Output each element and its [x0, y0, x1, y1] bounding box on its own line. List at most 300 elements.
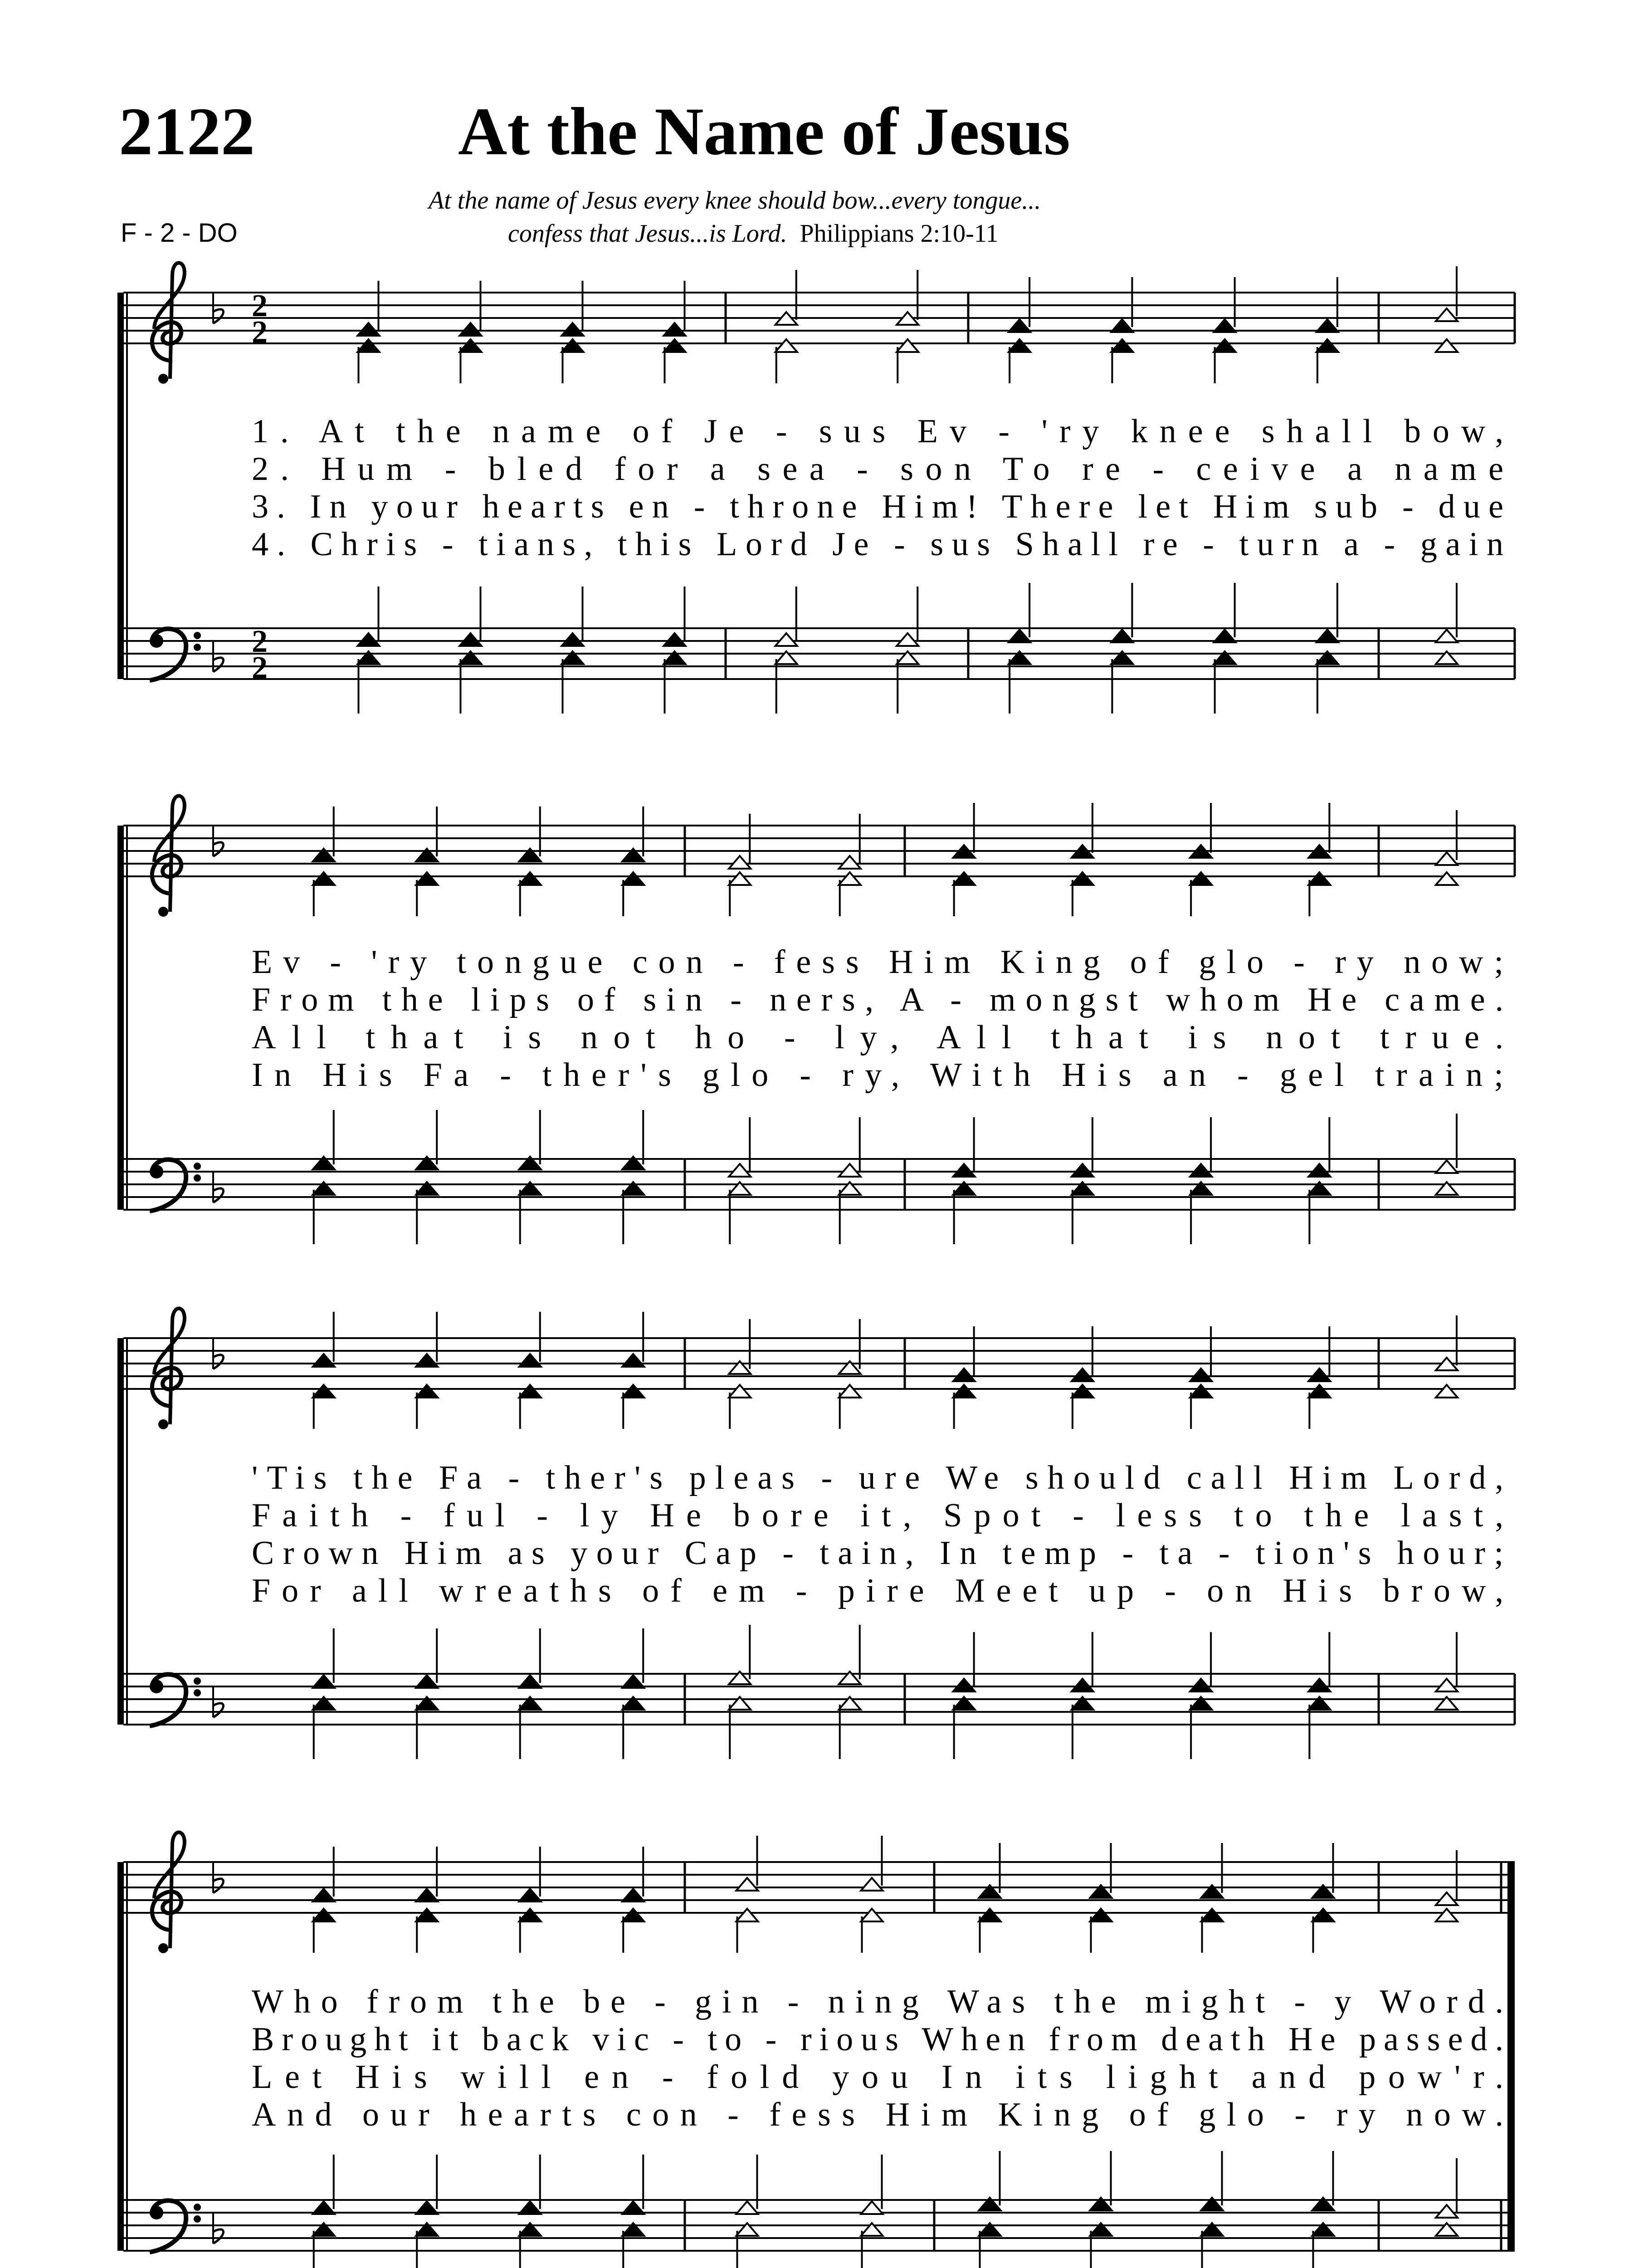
lyric-syllable: Cap: [667, 1535, 756, 1572]
lyric-syllable: rious: [784, 2021, 899, 2058]
lyric-syllable: To: [983, 450, 1050, 488]
lyric-syllable: 3. In: [252, 488, 346, 525]
lyric-syllable: ful: [423, 1497, 505, 1534]
note: [1201, 1843, 1223, 1898]
lyric-syllable: death: [1145, 2021, 1265, 2058]
note: [839, 1117, 861, 1177]
note: [416, 807, 438, 861]
lyric-syllable: -: [380, 1497, 412, 1534]
note: [622, 1385, 644, 1429]
note: [729, 1625, 751, 1684]
note: [1201, 2223, 1223, 2268]
lyric-syllable: name: [472, 413, 601, 450]
lyric-syllable: With: [911, 1056, 1031, 1094]
note: [1201, 2151, 1223, 2210]
lyric-syllable: temp: [985, 1535, 1097, 1572]
lyric-syllable: -: [656, 2021, 684, 2058]
lyric-syllable: not: [1242, 1019, 1341, 1056]
note: [416, 1385, 438, 1429]
lyric-syllable: ther's: [528, 1459, 663, 1496]
note: [1436, 1850, 1458, 1905]
note: [1090, 2223, 1112, 2268]
note: [1308, 1697, 1330, 1759]
note: [1072, 1182, 1093, 1244]
note: [519, 1697, 541, 1759]
lyric-syllable: all wreaths: [332, 1572, 611, 1609]
lyric-syllable: -: [765, 1535, 794, 1572]
svg-text:2: 2: [252, 624, 268, 659]
svg-text:2: 2: [252, 315, 268, 350]
note: [729, 1319, 751, 1374]
lyric-syllable: -: [713, 943, 744, 981]
lyric-syllable: that: [1026, 1019, 1148, 1056]
lyric-syllable: -: [1367, 526, 1395, 563]
lyric-syllable: He: [629, 1497, 701, 1534]
lyric-syllable: sus: [913, 526, 990, 563]
lyric-syllable: Brought it: [252, 2021, 458, 2058]
note: [1111, 339, 1133, 383]
note: [313, 2155, 335, 2214]
lyric-syllable: re: [1062, 450, 1121, 488]
lyric-syllable: -: [749, 2021, 777, 2058]
note: [729, 1385, 751, 1429]
lyric-syllable: is: [1164, 1019, 1226, 1056]
key-indicator: F - 2 - DO: [121, 218, 238, 248]
note: [519, 1110, 541, 1169]
lyric-syllable: 'ry: [352, 943, 427, 981]
lyric-syllable: -: [1274, 943, 1305, 981]
lyric-syllable: All: [252, 1019, 326, 1056]
note: [313, 1909, 335, 1953]
note: [622, 1697, 644, 1759]
lyric-syllable: He: [1289, 981, 1357, 1018]
lyric-line: [252, 1535, 1503, 1572]
lyric-syllable: ners,: [751, 981, 873, 1018]
lyric-syllable: knee: [1111, 413, 1230, 450]
note: [979, 1909, 1001, 1953]
lyric-line: [252, 1983, 1503, 2020]
lyric-syllable: His: [302, 1056, 392, 1094]
note: [729, 1182, 751, 1244]
note: [839, 872, 861, 916]
note: [519, 1628, 541, 1688]
lyric-syllable: His: [334, 2058, 427, 2096]
lyric-line: [252, 943, 1503, 981]
lyric-syllable: Fa: [403, 1056, 469, 1094]
lyric-syllable: its: [995, 2058, 1073, 2096]
system-4: [121, 1833, 1515, 2268]
lyric-syllable: en: [563, 2058, 629, 2096]
lyric-line: [252, 2096, 1503, 2133]
note: [460, 281, 482, 336]
note: [416, 1628, 438, 1688]
note: [775, 651, 797, 714]
note: [1312, 1909, 1334, 1953]
note: [664, 651, 686, 714]
note: [1190, 1117, 1212, 1177]
note: [1009, 651, 1030, 714]
note: [1072, 1326, 1093, 1381]
lyric-syllable: whom: [1147, 981, 1280, 1018]
lyric-syllable: Him: [1271, 1459, 1367, 1496]
note: [313, 1697, 335, 1759]
note: [1317, 583, 1338, 642]
lyric-syllable: em: [693, 1572, 765, 1609]
lyric-syllable: came.: [1366, 981, 1504, 1018]
lyric-syllable: -: [1217, 1056, 1249, 1094]
note: [1190, 1385, 1212, 1429]
lyric-syllable: Faith: [252, 1497, 368, 1534]
note: [416, 1312, 438, 1367]
lyric-syllable: -: [776, 1572, 807, 1609]
lyric-syllable: train;: [1355, 1056, 1503, 1094]
note: [861, 1909, 883, 1953]
lyric-syllable: now;: [1384, 943, 1503, 981]
note: [1312, 2223, 1334, 2268]
lyric-syllable: turn: [1222, 526, 1319, 563]
lyric-syllable: -: [1186, 526, 1214, 563]
lyric-syllable: He: [1272, 2021, 1336, 2058]
lyric-syllable: We: [929, 1459, 999, 1496]
lyric-syllable: a: [1327, 526, 1359, 563]
note: [979, 2151, 1001, 2210]
lyric-syllable: of: [1111, 943, 1169, 981]
lyric-syllable: 2. Hum: [252, 450, 413, 488]
note: [664, 587, 686, 646]
lyric-syllable: pleas: [672, 1459, 795, 1496]
note: [622, 1182, 644, 1244]
lyric-syllable: ther's: [522, 1056, 671, 1094]
lyric-syllable: bow,: [1384, 413, 1503, 450]
note: [953, 1385, 975, 1429]
lyric-syllable: -: [1275, 2096, 1306, 2133]
note: [1312, 2151, 1334, 2210]
lyric-syllable: -: [491, 1459, 520, 1496]
lyric-syllable: Fa: [421, 1459, 482, 1496]
note: [1308, 1117, 1330, 1177]
note: [622, 1628, 644, 1688]
note: [1308, 1182, 1330, 1244]
note: [839, 814, 861, 869]
treble-clef-icon: [152, 263, 185, 384]
lyric-syllable: -: [769, 1983, 799, 2020]
note: [979, 1843, 1001, 1898]
note: [622, 807, 644, 861]
system-3: [121, 1309, 1515, 1759]
lyric-syllable: y: [1316, 1983, 1351, 2020]
lyric-syllable: tongue: [438, 943, 603, 981]
lyric-line: [252, 526, 1503, 563]
lyric-syllable: Lord,: [1376, 1459, 1504, 1496]
lyric-syllable: glo: [1179, 2096, 1264, 2133]
note: [1190, 803, 1212, 858]
lyric-syllable: His: [1263, 1572, 1352, 1609]
note: [953, 803, 975, 858]
lyric-syllable: tion's: [1238, 1535, 1371, 1572]
note: [897, 339, 918, 383]
lyric-syllable: your: [553, 1535, 659, 1572]
note: [1436, 1315, 1458, 1370]
note: [953, 872, 975, 916]
epigraph-reference: Philippians 2:10-11: [800, 220, 999, 248]
treble-clef-icon: [152, 1833, 185, 1953]
treble-clef-icon: [152, 796, 185, 917]
note: [861, 2223, 883, 2268]
note: [1009, 583, 1030, 642]
note: [622, 1312, 644, 1367]
note: [1317, 339, 1338, 383]
lyric-syllable: -: [641, 2058, 673, 2096]
note: [1111, 651, 1133, 714]
note: [1072, 1697, 1093, 1759]
lyric-syllable: glo: [683, 1056, 769, 1094]
lyric-syllable: sin: [625, 981, 702, 1018]
note: [622, 2155, 644, 2214]
note: [622, 872, 644, 916]
note: [313, 2223, 335, 2268]
lyric-syllable: the: [1283, 1497, 1369, 1534]
lyric-syllable: Him: [869, 943, 971, 981]
lyric-syllable: ta: [1142, 1535, 1193, 1572]
note: [519, 1909, 541, 1953]
note: [416, 872, 438, 916]
note: [358, 587, 380, 646]
lyric-syllable: All: [914, 1019, 1011, 1056]
lyric-syllable: will: [439, 2058, 551, 2096]
lyric-syllable: A: [883, 981, 922, 1018]
lyric-syllable: glo: [1180, 943, 1264, 981]
note: [1436, 1385, 1458, 1398]
note: [1190, 872, 1212, 916]
note: [1111, 583, 1133, 642]
bass-clef-icon: [150, 2200, 201, 2252]
lyric-syllable: the: [473, 1983, 554, 2020]
note: [1308, 1632, 1330, 1691]
note: [953, 1117, 975, 1177]
lyric-syllable: as: [490, 1535, 545, 1572]
lyric-syllable: be: [564, 1983, 625, 2020]
note: [1436, 2158, 1458, 2218]
note: [839, 1625, 861, 1684]
note: [562, 281, 584, 336]
note: [664, 281, 686, 336]
lyric-syllable: -: [1201, 1535, 1230, 1572]
note: [1190, 1326, 1212, 1381]
lyric-syllable: gel: [1260, 1056, 1344, 1094]
lyric-syllable: to: [692, 2021, 742, 2058]
lyric-syllable: the: [364, 981, 443, 1018]
lyric-syllable: should: [1008, 1459, 1161, 1496]
note: [460, 651, 482, 714]
lyric-syllable: -: [1052, 1497, 1084, 1534]
lyric-line: [252, 488, 1503, 525]
lyric-syllable: it,: [840, 1497, 912, 1534]
note: [562, 587, 584, 646]
note: [358, 339, 380, 383]
note: [1436, 1114, 1458, 1173]
lyric-syllable: -: [424, 450, 456, 488]
lyric-syllable: for: [594, 450, 678, 488]
note: [519, 807, 541, 861]
lyric-syllable: the: [1035, 1983, 1116, 2020]
lyric-syllable: -: [712, 981, 742, 1018]
lyric-syllable: And: [252, 2096, 332, 2133]
note: [519, 1182, 541, 1244]
lyric-syllable: His: [1042, 1056, 1132, 1094]
lyric-syllable: en: [612, 488, 669, 525]
lyric-syllable: throne Him!: [713, 488, 978, 525]
lyric-syllable: 'ry: [1021, 413, 1099, 450]
note: [736, 1909, 758, 1953]
lyric-syllable: ho: [671, 1019, 745, 1056]
note: [313, 807, 335, 861]
note: [416, 1909, 438, 1953]
note: [416, 1182, 438, 1244]
note: [416, 1110, 438, 1169]
note: [953, 1326, 975, 1381]
lyric-line: [252, 1019, 1503, 1056]
lyric-syllable: less: [1096, 1497, 1202, 1534]
note: [313, 1385, 335, 1429]
note: [897, 651, 918, 714]
svg-text:2: 2: [252, 650, 268, 685]
lyric-syllable: Je: [815, 526, 869, 563]
note: [1214, 583, 1236, 642]
lyric-syllable: 'Tis: [252, 1459, 327, 1496]
lyric-syllable: on: [1187, 1572, 1252, 1609]
note: [1190, 1697, 1212, 1759]
lyric-syllable: There: [985, 488, 1113, 525]
lyric-syllable: not: [556, 1019, 655, 1056]
note: [839, 1697, 861, 1759]
lyric-syllable: ry: [1317, 2096, 1375, 2133]
bass-clef-icon: [150, 1674, 201, 1726]
lyric-syllable: and: [1230, 2058, 1326, 2096]
note: [313, 872, 335, 916]
note: [1436, 1909, 1458, 1921]
lyric-syllable: of: [559, 981, 615, 1018]
note: [519, 1312, 541, 1367]
lyric-syllable: -: [836, 450, 868, 488]
note: [729, 1697, 751, 1759]
lyric-syllable: Him: [387, 1535, 482, 1572]
note: [358, 651, 380, 714]
note: [736, 2223, 758, 2268]
note: [416, 2155, 438, 2214]
note: [736, 2155, 758, 2214]
lyric-syllable: -: [803, 1459, 833, 1496]
lyric-syllable: ure: [841, 1459, 920, 1496]
note: [1436, 339, 1458, 352]
lyric-syllable: -: [760, 1019, 795, 1056]
note: [1072, 1632, 1093, 1691]
note: [1090, 2151, 1112, 2210]
note: [562, 339, 584, 383]
note: [519, 2155, 541, 2214]
note: [358, 281, 380, 336]
note: [313, 1110, 335, 1169]
lyric-syllable: ly: [560, 1497, 618, 1534]
lyric-syllable: -: [480, 1056, 511, 1094]
lyric-syllable: Ev: [252, 943, 300, 981]
lyric-syllable: From: [252, 981, 354, 1018]
lyric-syllable: -: [1132, 450, 1164, 488]
lyric-syllable: you: [811, 2058, 908, 2096]
note: [775, 587, 797, 646]
lyric-syllable: ry,: [822, 1056, 900, 1094]
note: [622, 2223, 644, 2268]
lyric-syllable: -: [877, 526, 905, 563]
note: [953, 1182, 975, 1244]
note: [1436, 872, 1458, 885]
lyric-syllable: light: [1085, 2058, 1218, 2096]
note: [416, 2223, 438, 2268]
lyric-syllable: lips: [453, 981, 549, 1018]
lyric-syllable: name: [1374, 450, 1503, 488]
lyric-syllable: last,: [1380, 1497, 1504, 1534]
note: [1436, 583, 1458, 642]
lyric-syllable: Who: [252, 1983, 338, 2020]
note: [1090, 1843, 1112, 1898]
lyric-syllable: of: [612, 413, 673, 450]
lyric-syllable: passed.: [1343, 2021, 1503, 2058]
bass-clef-icon: [150, 629, 201, 680]
lyric-syllable: your hearts: [354, 488, 604, 525]
lyric-syllable: Je: [684, 413, 744, 450]
lyric-syllable: 4. Chris: [252, 526, 417, 563]
note: [1190, 1182, 1212, 1244]
lyric-syllable: the: [376, 413, 461, 450]
lyric-syllable: ning: [809, 1983, 919, 2020]
lyric-syllable: ceive: [1175, 450, 1315, 488]
note: [313, 1628, 335, 1688]
note: [1072, 872, 1093, 916]
lyric-syllable: -: [516, 1497, 548, 1534]
lyric-line: [252, 981, 1503, 1018]
bass-clef-icon: [150, 1159, 201, 1211]
lyric-syllable: the: [336, 1459, 413, 1496]
lyric-syllable: King: [981, 943, 1100, 981]
lyric-syllable: is: [479, 1019, 541, 1056]
note: [1214, 339, 1236, 383]
lyric-syllable: bled: [468, 450, 582, 488]
lyric-syllable: hour;: [1380, 1535, 1503, 1572]
lyric-syllable: Meet: [935, 1572, 1058, 1609]
lyric-syllable: fess: [755, 943, 859, 981]
note: [861, 2155, 883, 2214]
note: [460, 339, 482, 383]
note: [1308, 1326, 1330, 1381]
lyric-syllable: -: [1385, 488, 1414, 525]
hymn-title: At the Name of Jesus: [458, 94, 1070, 169]
lyric-syllable: that: [341, 1019, 463, 1056]
note: [897, 587, 918, 646]
note: [953, 1697, 975, 1759]
lyric-syllable: Him: [1196, 488, 1289, 525]
lyric-syllable: son: [880, 450, 971, 488]
lyric-line: [252, 2021, 1503, 2058]
note: [1009, 339, 1030, 383]
lyric-syllable: sea: [737, 450, 824, 488]
lyric-syllable: -: [311, 943, 341, 981]
note: [416, 1697, 438, 1759]
note: [1308, 803, 1330, 858]
lyric-syllable: Was: [929, 1983, 1025, 2020]
lyric-syllable: gain: [1403, 526, 1504, 563]
lyric-syllable: due: [1421, 488, 1504, 525]
note: [736, 1836, 758, 1891]
lyric-line: [252, 1497, 1503, 1534]
